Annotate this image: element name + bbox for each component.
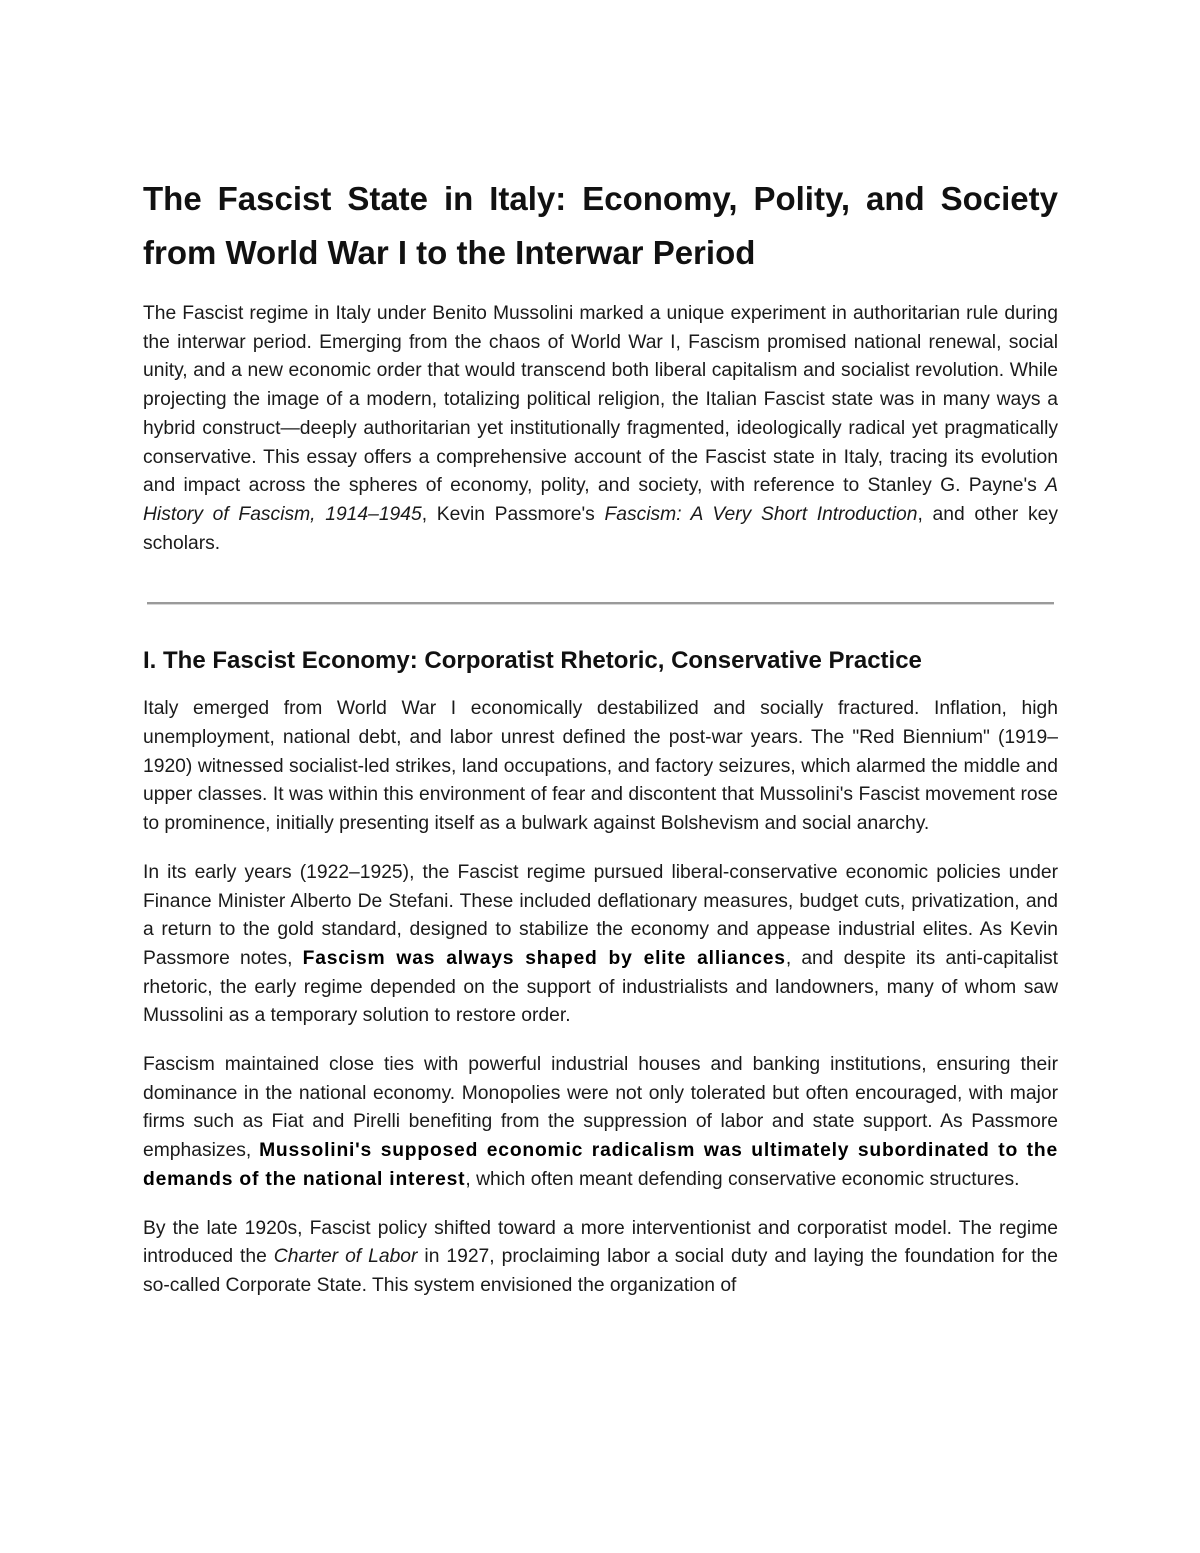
economy-p3-text-1: Fascism maintained close ties with powerful industrial houses and banking institutions, ensuring their dominance in the national economy. Monopolies were not only tolerated but often encouraged, with major firms such as Fiat and Pirelli benefiting from the suppression of labor and state support. As Passmore emphasizes, [143, 1054, 1058, 1162]
economy-paragraph-3 [143, 1051, 1058, 1195]
economy-paragraph-1: Italy emerged from World War I economically destabilized and socially fractured. Inflation, high unemployment, national debt, and labor unrest defined the post-war years. The "Red Biennium" (1919–1920) witnessed socialist-led strikes, land occupations, and factory seizures, which alarmed the middle and upper classes. It was within this environment of fear and discontent that Mussolini's Fascist movement rose to prominence, initially presenting itself as a bulwark against Bolshevism and social anarchy. [143, 698, 1058, 835]
economy-paragraph-4 [143, 1215, 1058, 1301]
document-title: The Fascist State in Italy: Economy, Polity, and Society from World War I to the Interwar Period [143, 180, 1058, 271]
economy-p2-bold: Fascism was always shaped by elite alliances [302, 947, 786, 969]
section-divider [147, 602, 1054, 605]
intro-book-payne: A History of Fascism, 1914–1945 [143, 475, 1058, 525]
economy-p3-text-2: , which often meant defending conservative economic structures. [465, 1168, 1020, 1190]
economy-p4-text-1: By the late 1920s, Fascist policy shifted toward a more interventionist and corporatist model. The regime introduced the [143, 1217, 1058, 1268]
document-page [143, 172, 1058, 1301]
economy-paragraph-2 [143, 859, 1058, 1031]
economy-p2-text-1: In its early years (1922–1925), the Fascist regime pursued liberal-conservative economic policies under Finance Minister Alberto De Stefani. These included deflationary measures, budget cuts, privatization, and a return to the gold standard, designed to stabilize the economy and appease industrial elites. As Kevin Passmore notes, [143, 861, 1058, 969]
economy-p4-text-2: in 1927, proclaiming labor a social duty and laying the foundation for the so-called Corporate State. This system envisioned the organization of [143, 1246, 1058, 1296]
intro-text-2: , Kevin Passmore's [421, 503, 605, 525]
economy-p2-text-2: , and despite its anti-capitalist rhetoric, the early regime depended on the support of industrialists and landowners, many of whom saw Mussolini as a temporary solution to restore order. [143, 947, 1058, 1027]
intro-book-passmore: Fascism: A Very Short Introduction [604, 503, 918, 525]
section-heading-economy: I. The Fascist Economy: Corporatist Rhetoric, Conservative Practice [143, 647, 922, 675]
intro-paragraph [143, 300, 1058, 558]
intro-text-1: The Fascist regime in Italy under Benito Mussolini marked a unique experiment in authoritarian rule during the interwar period. Emerging from the chaos of World War I, Fascism promised national renewal, social unity, and a new economic order that would transcend both liberal capitalism and socialist revolution. While projecting the image of a modern, totalizing political religion, the Italian Fascist state was in many ways a hybrid construct—deeply authoritarian yet institutionally fragmented, ideologically radical yet pragmatically conservative. This essay offers a comprehensive account of the Fascist state in Italy, tracing its evolution and impact across the spheres of economy, polity, and society, with reference to Stanley G. Payne's [143, 303, 1058, 497]
intro-text-3: , and other key scholars. [143, 503, 1058, 554]
economy-p4-italic: Charter of Labor [273, 1246, 418, 1268]
economy-p3-bold: Mussolini's supposed economic radicalism was ultimately subordinated to the demands of the national interest [143, 1140, 1058, 1190]
